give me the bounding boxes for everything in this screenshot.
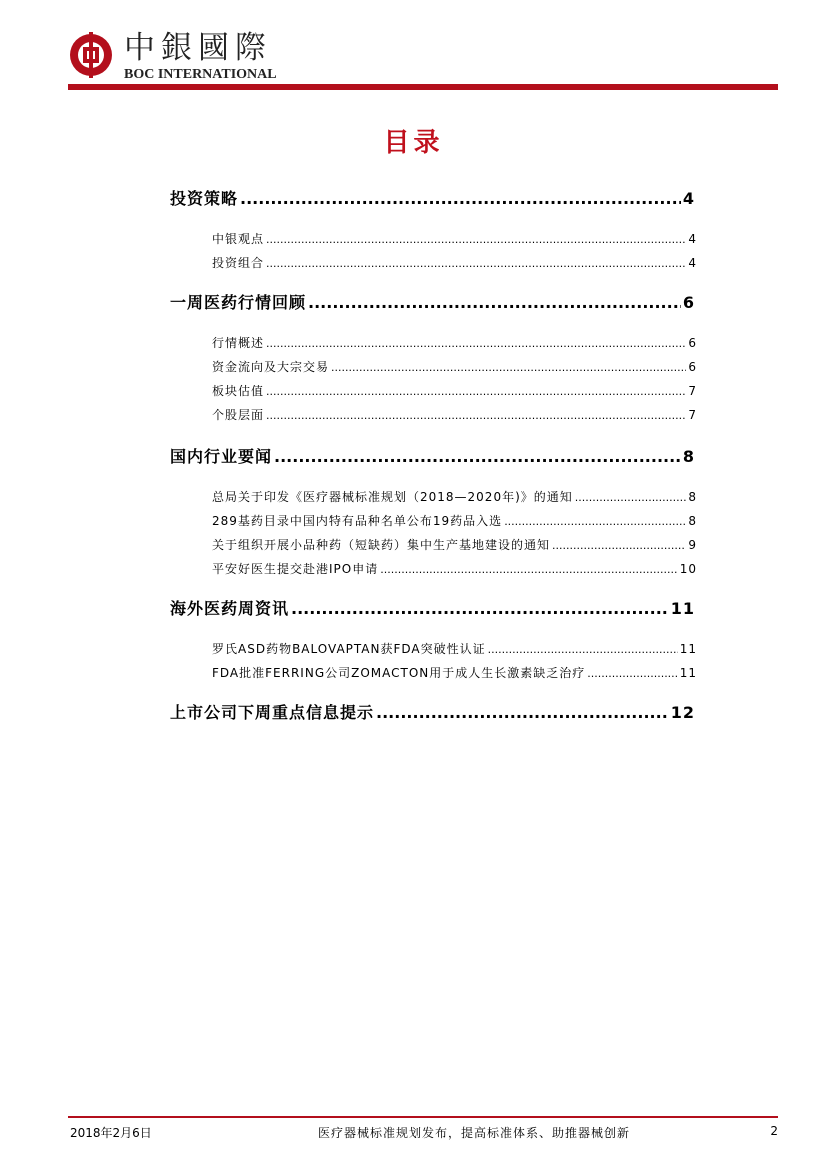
toc-subsection-entry[interactable] [212,230,697,247]
toc-leader-dots [240,189,681,208]
toc-section-entry[interactable] [170,186,695,209]
toc-entry-title: 个股层面 [212,408,265,422]
toc-entry-title: 投资组合 [212,256,265,270]
toc-section-entry[interactable] [170,290,695,313]
toc-entry-page: 7 [688,384,697,398]
toc-entry-page: 10 [679,562,697,576]
footer-rule [68,1116,778,1118]
toc-leader-dots [488,643,678,656]
toc-entry-page: 4 [688,232,697,246]
toc-entry-title: 总局关于印发《医疗器械标准规划（2018—2020年)》的通知 [212,490,573,504]
toc-subsection-entry[interactable] [212,640,697,657]
toc-subsection-entry[interactable] [212,334,697,351]
toc-entry-page: 11 [670,599,695,618]
toc-entry-title: 罗氏ASD药物BALOVAPTAN获FDA突破性认证 [212,642,486,656]
toc-heading: 目录 [383,128,444,158]
toc-leader-dots [380,563,677,576]
toc-entry-title: 海外医药周资讯 [170,599,290,618]
toc-entry-page: 11 [679,642,697,656]
toc-entry-page: 8 [688,514,697,528]
logo-english-name: BOC INTERNATIONAL [124,67,277,82]
toc-leader-dots [266,257,686,270]
toc-subsection-entry[interactable] [212,382,697,399]
footer-page-number: 2 [770,1124,778,1138]
toc-entry-title: 平安好医生提交赴港IPO申请 [212,562,379,576]
toc-leader-dots [587,667,677,680]
page-header [68,28,778,94]
toc-subsection-entry[interactable] [212,512,697,529]
toc-entry-page: 4 [682,189,695,208]
toc-section-entry[interactable] [170,596,695,619]
toc-leader-dots [266,337,686,350]
toc-entry-title: 资金流向及大宗交易 [212,360,330,374]
toc-subsection-entry[interactable] [212,664,697,681]
toc-leader-dots [266,385,686,398]
toc-entry-page: 4 [688,256,697,270]
toc-entry-title: 一周医药行情回顾 [170,293,307,312]
toc-entry-page: 6 [682,293,695,312]
toc-leader-dots [274,447,681,466]
toc-entry-page: 12 [670,703,695,722]
toc-entry-title: 行情概述 [212,336,265,350]
toc-entry-page: 6 [688,336,697,350]
boc-logo-icon [68,32,114,78]
toc-leader-dots [552,539,686,552]
toc-leader-dots [308,293,681,312]
toc-entry-page: 8 [688,490,697,504]
toc-leader-dots [376,703,669,722]
toc-entry-title: 关于组织开展小品种药（短缺药）集中生产基地建设的通知 [212,538,551,552]
toc-subsection-entry[interactable] [212,536,697,553]
toc-section-entry[interactable] [170,700,695,723]
toc-entry-title: 板块估值 [212,384,265,398]
toc-subsection-entry[interactable] [212,560,697,577]
footer-date: 2018年2月6日 [70,1126,152,1140]
header-rule [68,84,778,90]
toc-entry-title: 289基药目录中国内特有品种名单公布19药品入选 [212,514,503,528]
toc-entry-title: 国内行业要闻 [170,447,273,466]
toc-leader-dots [331,361,686,374]
toc-leader-dots [575,491,687,504]
toc-subsection-entry[interactable] [212,358,697,375]
toc-entry-title: 上市公司下周重点信息提示 [170,703,375,722]
page-footer [68,1116,778,1144]
footer-report-title: 医疗器械标准规划发布，提高标准体系、助推器械创新 [318,1126,631,1140]
toc-entry-title: FDA批准FERRING公司ZOMACTON用于成人生长激素缺乏治疗 [212,666,586,680]
toc-leader-dots [266,233,686,246]
toc-entry-title: 投资策略 [170,189,239,208]
toc-leader-dots [291,599,669,618]
toc-entry-page: 6 [688,360,697,374]
toc-subsection-entry[interactable] [212,406,697,423]
toc-entry-page: 11 [679,666,697,680]
toc-leader-dots [504,515,686,528]
toc-entry-page: 7 [688,408,697,422]
toc-leader-dots [266,409,686,422]
toc-subsection-entry[interactable] [212,254,697,271]
toc-subsection-entry[interactable] [212,488,697,505]
toc-section-entry[interactable] [170,444,695,467]
toc-entry-page: 8 [682,447,695,466]
logo-chinese-name: 中銀國際 [124,30,272,66]
toc-entry-page: 9 [688,538,697,552]
toc-entry-title: 中银观点 [212,232,265,246]
